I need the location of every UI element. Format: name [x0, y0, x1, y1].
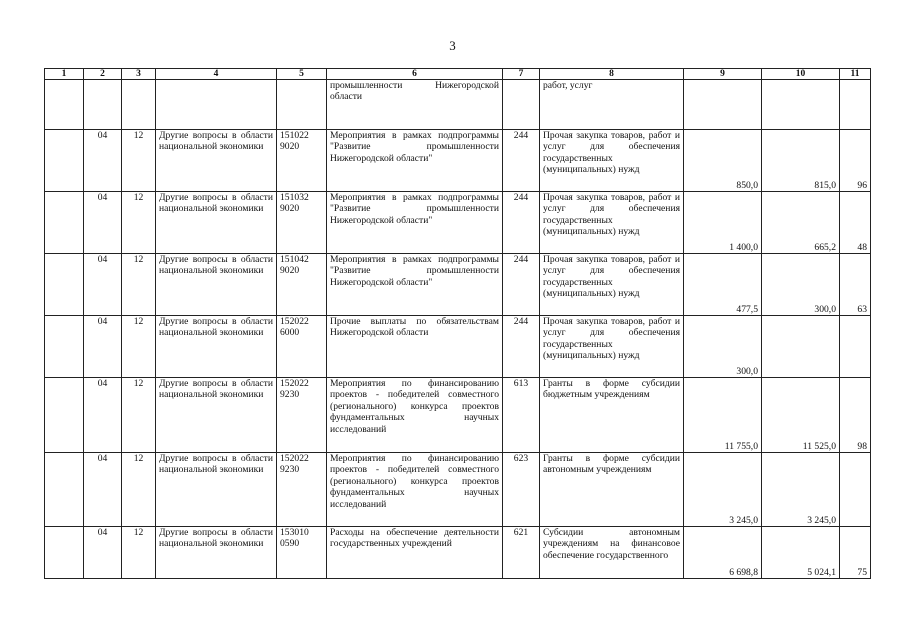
target-code-part2: 9020	[280, 203, 300, 215]
cell-expense-name: Гранты в форме субсидии автономным учреждениям	[540, 453, 684, 527]
cell-actual: 815,0	[762, 130, 840, 192]
table-row	[45, 378, 871, 453]
cell-expense-type: 244	[503, 192, 540, 254]
target-code-part1: 151022	[280, 130, 309, 141]
cell-expense-name: Прочая закупка товаров, работ и услуг для обеспечения государственных (муниципальных) нужд	[540, 254, 684, 316]
cell-section-name: Другие вопросы в области национальной экономики	[156, 130, 277, 192]
cell-section-name: Другие вопросы в области национальной экономики	[156, 527, 277, 579]
cell-target-name: Прочие выплаты по обязательствам Нижегородской области	[327, 316, 503, 378]
cell-subsection	[122, 80, 156, 130]
cell-subsection: 12	[122, 378, 156, 453]
cell-col1	[45, 254, 84, 316]
header-cell: 1	[45, 69, 84, 80]
cell-expense-type: 244	[503, 254, 540, 316]
target-code-part2: 9230	[280, 464, 300, 476]
cell-section-name: Другие вопросы в области национальной экономики	[156, 254, 277, 316]
cell-actual: 300,0	[762, 254, 840, 316]
cell-percent: 98	[840, 378, 871, 453]
cell-col1	[45, 316, 84, 378]
cell-section: 04	[84, 254, 122, 316]
cell-expense-name: Субсидии автономным учреждениям на финансовое обеспечение государственного	[540, 527, 684, 579]
cell-target-name: Мероприятия по финансированию проектов - победителей совместного (регионального) конкурса проектов фундаментальных научных исследований	[327, 453, 503, 527]
cell-section: 04	[84, 192, 122, 254]
table-row	[45, 254, 871, 316]
cell-plan: 3 245,0	[684, 453, 762, 527]
cell-subsection: 12	[122, 316, 156, 378]
cell-col1	[45, 378, 84, 453]
header-cell: 8	[540, 69, 684, 80]
target-code-part1: 153010	[280, 527, 309, 538]
cell-target-code	[277, 130, 327, 192]
cell-target-code	[277, 192, 327, 254]
target-code-part1: 151042	[280, 254, 309, 265]
cell-target-name: Мероприятия в рамках подпрограммы "Развитие промышленности Нижегородской области"	[327, 130, 503, 192]
cell-expense-name: работ, услуг	[540, 80, 684, 130]
target-code-part1: 152022	[280, 453, 309, 464]
cell-section-name: Другие вопросы в области национальной экономики	[156, 378, 277, 453]
header-cell: 4	[156, 69, 277, 80]
table-row	[45, 80, 871, 130]
cell-col1	[45, 453, 84, 527]
header-cell: 6	[327, 69, 503, 80]
cell-subsection: 12	[122, 453, 156, 527]
header-cell: 9	[684, 69, 762, 80]
cell-subsection: 12	[122, 192, 156, 254]
header-cell: 2	[84, 69, 122, 80]
cell-percent: 96	[840, 130, 871, 192]
header-cell: 11	[840, 69, 871, 80]
table-row	[45, 316, 871, 378]
cell-col1	[45, 130, 84, 192]
cell-expense-name: Гранты в форме субсидии бюджетным учреждениям	[540, 378, 684, 453]
header-cell: 5	[277, 69, 327, 80]
cell-target-code	[277, 80, 327, 130]
cell-expense-name: Прочая закупка товаров, работ и услуг для обеспечения государственных (муниципальных) нужд	[540, 192, 684, 254]
cell-section: 04	[84, 527, 122, 579]
cell-plan	[684, 80, 762, 130]
table-row	[45, 130, 871, 192]
cell-percent: 63	[840, 254, 871, 316]
target-code-part1: 152022	[280, 378, 309, 389]
cell-percent: 75	[840, 527, 871, 579]
cell-actual	[762, 80, 840, 130]
cell-section-name: Другие вопросы в области национальной экономики	[156, 453, 277, 527]
cell-percent	[840, 453, 871, 527]
cell-section-name: Другие вопросы в области национальной экономики	[156, 316, 277, 378]
cell-section: 04	[84, 316, 122, 378]
header-cell: 10	[762, 69, 840, 80]
cell-target-code	[277, 527, 327, 579]
cell-section	[84, 80, 122, 130]
cell-plan: 477,5	[684, 254, 762, 316]
cell-actual	[762, 316, 840, 378]
cell-target-code	[277, 453, 327, 527]
cell-target-code	[277, 378, 327, 453]
cell-section-name: Другие вопросы в области национальной экономики	[156, 192, 277, 254]
cell-percent	[840, 80, 871, 130]
cell-actual: 5 024,1	[762, 527, 840, 579]
cell-expense-type: 621	[503, 527, 540, 579]
cell-actual: 665,2	[762, 192, 840, 254]
cell-subsection: 12	[122, 130, 156, 192]
cell-target-name: Мероприятия в рамках подпрограммы "Развитие промышленности Нижегородской области"	[327, 254, 503, 316]
cell-section: 04	[84, 130, 122, 192]
page-number: 3	[449, 38, 456, 53]
cell-section-name	[156, 80, 277, 130]
cell-actual: 3 245,0	[762, 453, 840, 527]
cell-plan: 11 755,0	[684, 378, 762, 453]
cell-expense-type: 613	[503, 378, 540, 453]
table-row	[45, 453, 871, 527]
cell-plan: 300,0	[684, 316, 762, 378]
cell-plan: 1 400,0	[684, 192, 762, 254]
cell-expense-name: Прочая закупка товаров, работ и услуг для обеспечения государственных (муниципальных) нужд	[540, 316, 684, 378]
target-code-part2: 6000	[280, 327, 300, 339]
cell-col1	[45, 80, 84, 130]
cell-expense-type: 244	[503, 316, 540, 378]
cell-col1	[45, 192, 84, 254]
target-code-part2: 0590	[280, 538, 300, 550]
cell-percent	[840, 316, 871, 378]
table-row	[45, 527, 871, 579]
target-code-part2: 9020	[280, 265, 300, 277]
cell-plan: 850,0	[684, 130, 762, 192]
cell-target-code	[277, 254, 327, 316]
cell-target-name: Расходы на обеспечение деятельности государственных учреждений	[327, 527, 503, 579]
target-code-part1: 151032	[280, 192, 309, 203]
budget-table	[44, 68, 871, 579]
cell-target-code	[277, 316, 327, 378]
cell-expense-type: 244	[503, 130, 540, 192]
cell-expense-name: Прочая закупка товаров, работ и услуг для обеспечения государственных (муниципальных) нужд	[540, 130, 684, 192]
header-row	[45, 69, 871, 80]
cell-expense-type: 623	[503, 453, 540, 527]
cell-plan: 6 698,8	[684, 527, 762, 579]
cell-subsection: 12	[122, 254, 156, 316]
cell-target-name: Мероприятия по финансированию проектов - победителей совместного (регионального) конкурса проектов фундаментальных научных исследований	[327, 378, 503, 453]
cell-target-name: промышленности Нижегородской области	[327, 80, 503, 130]
cell-target-name: Мероприятия в рамках подпрограммы "Развитие промышленности Нижегородской области"	[327, 192, 503, 254]
table-row	[45, 192, 871, 254]
header-cell: 3	[122, 69, 156, 80]
cell-section: 04	[84, 453, 122, 527]
header-cell: 7	[503, 69, 540, 80]
target-code-part2: 9230	[280, 389, 300, 401]
target-code-part1: 152022	[280, 316, 309, 327]
cell-actual: 11 525,0	[762, 378, 840, 453]
cell-col1	[45, 527, 84, 579]
cell-section: 04	[84, 378, 122, 453]
cell-percent: 48	[840, 192, 871, 254]
cell-expense-type	[503, 80, 540, 130]
cell-subsection: 12	[122, 527, 156, 579]
target-code-part2: 9020	[280, 141, 300, 153]
